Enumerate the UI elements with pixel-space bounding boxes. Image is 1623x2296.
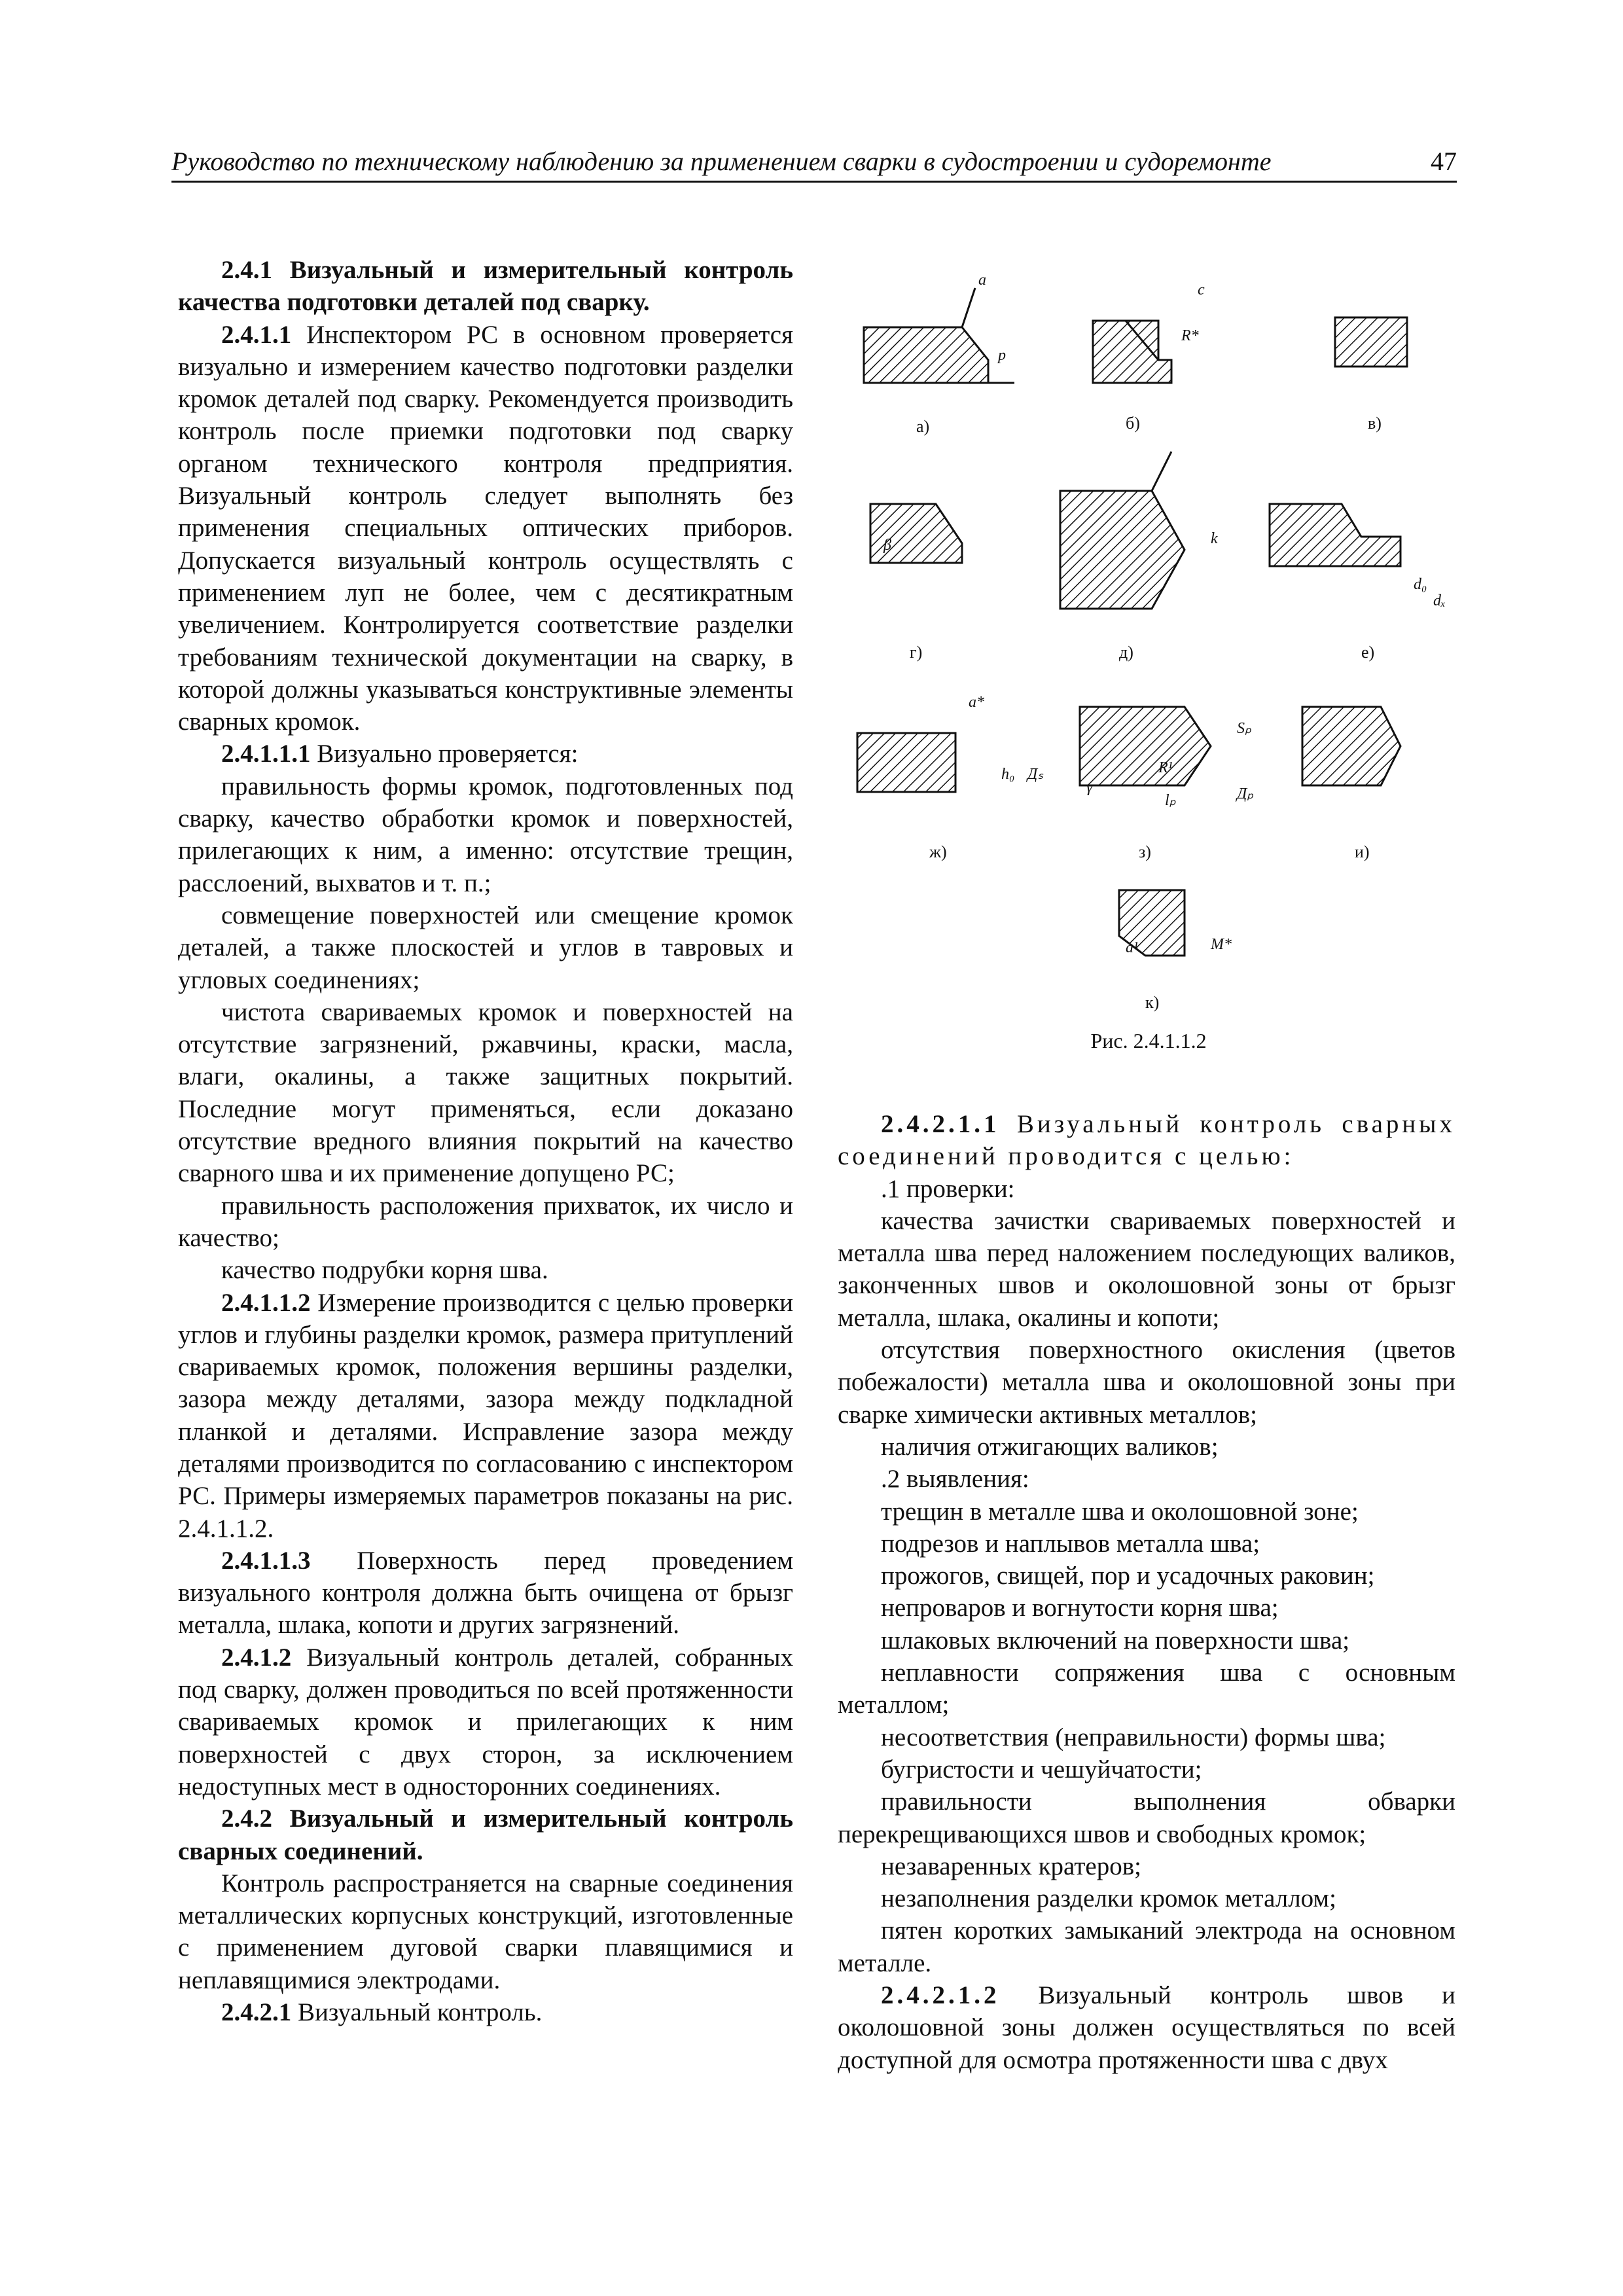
symbol-dx: dₓ bbox=[1433, 592, 1446, 609]
symbol-r1: R¹ bbox=[1158, 759, 1173, 776]
symbol-a: a bbox=[978, 272, 986, 289]
paragraph: подрезов и наплывов металла шва; bbox=[881, 1529, 1260, 1558]
label-b: б) bbox=[1126, 414, 1140, 433]
paragraph: 2.4.1.1 Инспектором РС в основном проверяется визуально и измерением качество подготовки разделки кромок деталей под сварку. Рекомендуется производить контроль после приемки подготовки под сварку органом технического контроля предприятия. Визуальный контроль следует выполнять без применения специальных оптических приборов. Допускается визуальный контроль осуществлять с применением луп не более, чем с десятикратным увеличением. Контролируется соответствие разделки требованиям технической документации на сварку, в которой должны указываться конструктивные элементы сварных кромок. bbox=[178, 320, 793, 736]
part-d bbox=[1060, 491, 1185, 609]
paragraph: Контроль распространяется на сварные соединения металлических корпусных конструкций, изготовленные с применением дуговой сварки плавящимися и неплавящимися электродами. bbox=[178, 1869, 793, 1994]
paragraph: 2.4.2.1 Визуальный контроль. bbox=[221, 1998, 543, 2027]
symbol-gamma: γ bbox=[1086, 779, 1093, 796]
paragraph: правильность формы кромок, подготовленных под сварку, качество обработки кромок и поверхностей, прилегающих к ним, а именно: отсутствие трещин, расслоений, выхватов и т. п.; bbox=[178, 772, 793, 897]
label-i: и) bbox=[1355, 842, 1370, 861]
paragraph: неплавности сопряжения шва с основным металлом; bbox=[838, 1659, 1455, 1719]
symbol-beta: β bbox=[883, 537, 891, 554]
symbol-r: R* bbox=[1181, 327, 1199, 344]
figure-weld-edge-preparation bbox=[844, 262, 1453, 1067]
symbol-ds: Дₛ bbox=[1027, 766, 1044, 783]
page-number: 47 bbox=[1431, 147, 1457, 176]
part-z bbox=[1080, 707, 1211, 785]
paragraph: незаполнения разделки кромок металлом; bbox=[881, 1884, 1336, 1913]
paragraph: пятен коротких замыканий электрода на основном металле. bbox=[838, 1916, 1455, 1977]
symbol-sp: Sₚ bbox=[1237, 720, 1252, 737]
paragraph: непроваров и вогнутости корня шва; bbox=[881, 1594, 1279, 1623]
paragraph: .1 проверки: bbox=[881, 1174, 1015, 1203]
label-v: в) bbox=[1368, 414, 1382, 433]
label-e: е) bbox=[1361, 643, 1375, 662]
label-k: к) bbox=[1145, 993, 1160, 1012]
label-z: з) bbox=[1139, 842, 1151, 861]
paragraph: правильность расположения прихваток, их число и качество; bbox=[178, 1191, 793, 1252]
paragraph: наличия отжигающих валиков; bbox=[881, 1432, 1219, 1461]
part-v bbox=[1335, 317, 1407, 367]
part-e bbox=[1270, 504, 1400, 566]
paragraph: .2 выявления: bbox=[881, 1465, 1029, 1494]
paragraph: несоответствия (неправильности) формы шва; bbox=[881, 1723, 1386, 1751]
right-column bbox=[838, 1108, 1455, 2076]
symbol-d0: d₀ bbox=[1414, 576, 1427, 593]
symbol-h0: h₀ bbox=[1001, 766, 1015, 783]
figure-drawing bbox=[844, 262, 1453, 1067]
running-header bbox=[171, 143, 1457, 183]
header-title: Руководство по техническому наблюдению за применением сварки в судостроении и судоремонте bbox=[171, 147, 1272, 176]
label-g: г) bbox=[910, 643, 923, 662]
paragraph: 2.4.1.1.3 Поверхность перед проведением визуального контроля должна быть очищена от брызг металла, шлака, копоти и других загрязнений. bbox=[178, 1546, 793, 1640]
left-column bbox=[178, 254, 793, 2028]
paragraph: 2.4.1.1.2 Измерение производится с целью проверки углов и глубины разделки кромок, размера притуплений свариваемых кромок, положения вершины разделки, зазора между деталями, зазора между подкладной планкой и деталями. Исправление зазора между деталями производится по согласованию с инспектором РС. Примеры измеряемых параметров показаны на рис. 2.4.1.1.2. bbox=[178, 1288, 793, 1543]
symbol-a-star: a* bbox=[969, 694, 984, 711]
section-heading-2-4-1: 2.4.1 Визуальный и измерительный контроль качества подготовки деталей под сварку. bbox=[178, 256, 793, 317]
symbol-m: M* bbox=[1211, 936, 1232, 953]
section-heading-2-4-2: 2.4.2 Визуальный и измерительный контроль сварных соединений. bbox=[178, 1804, 793, 1865]
paragraph: отсутствия поверхностного окисления (цветов побежалости) металла шва и околошовной зоны при сварке химически активных металлов; bbox=[838, 1336, 1455, 1429]
part-g bbox=[870, 504, 962, 563]
symbol-lp: lₚ bbox=[1165, 792, 1176, 809]
paragraph: качество подрубки корня шва. bbox=[221, 1256, 548, 1285]
label-d: д) bbox=[1119, 643, 1133, 662]
figure-caption: Рис. 2.4.1.1.2 bbox=[1090, 1029, 1207, 1052]
paragraph: трещин в металле шва и околошовной зоне; bbox=[881, 1497, 1359, 1526]
paragraph: правильности выполнения обварки перекрещивающихся швов и свободных кромок; bbox=[838, 1787, 1455, 1848]
part-zh bbox=[857, 733, 955, 792]
paragraph: незаваренных кратеров; bbox=[881, 1852, 1141, 1880]
paragraph: прожогов, свищей, пор и усадочных раковин; bbox=[881, 1562, 1375, 1590]
symbol-p: p bbox=[998, 347, 1006, 364]
part-i bbox=[1302, 707, 1400, 785]
symbol-c: c bbox=[1198, 281, 1205, 298]
label-zh: ж) bbox=[929, 842, 947, 861]
symbol-dp: Дₚ bbox=[1237, 785, 1254, 802]
paragraph: 2.4.1.1.1 Визуально проверяется: bbox=[221, 740, 579, 768]
symbol-a1: a¹ bbox=[1126, 939, 1139, 956]
paragraph: чистота свариваемых кромок и поверхностей на отсутствие загрязнений, ржавчины, краски, масла, влаги, окалины, а также защитных покрытий. Последние могут применяться, если доказано отсутствие вредного влияния покрытий на качество сварного шва и их применение допущено РС; bbox=[178, 997, 793, 1188]
paragraph: шлаковых включений на поверхности шва; bbox=[881, 1626, 1350, 1655]
label-a: а) bbox=[916, 417, 930, 436]
symbol-k: k bbox=[1211, 530, 1218, 547]
paragraph: бугристости и чешуйчатости; bbox=[881, 1755, 1202, 1784]
paragraph: 2.4.2.1.1 Визуальный контроль сварных соединений проводится с целью: bbox=[838, 1110, 1455, 1171]
paragraph: 2.4.2.1.2 Визуальный контроль швов и околошовной зоны должен осуществляться по всей доступной для осмотра протяженности шва с двух bbox=[838, 1981, 1455, 2074]
part-a bbox=[864, 327, 988, 383]
paragraph: качества зачистки свариваемых поверхностей и металла шва перед наложением последующих валиков, законченных швов и околошовной зоны от брызг металла, шлака, окалины и копоти; bbox=[838, 1206, 1455, 1332]
paragraph: 2.4.1.2 Визуальный контроль деталей, собранных под сварку, должен проводиться по всей протяженности свариваемых кромок и прилегающих к ним поверхностей с двух сторон, за исключением недоступных мест в односторонних соединениях. bbox=[178, 1643, 793, 1801]
paragraph: совмещение поверхностей или смещение кромок деталей, а также плоскостей и углов в тавровых и угловых соединениях; bbox=[178, 901, 793, 994]
